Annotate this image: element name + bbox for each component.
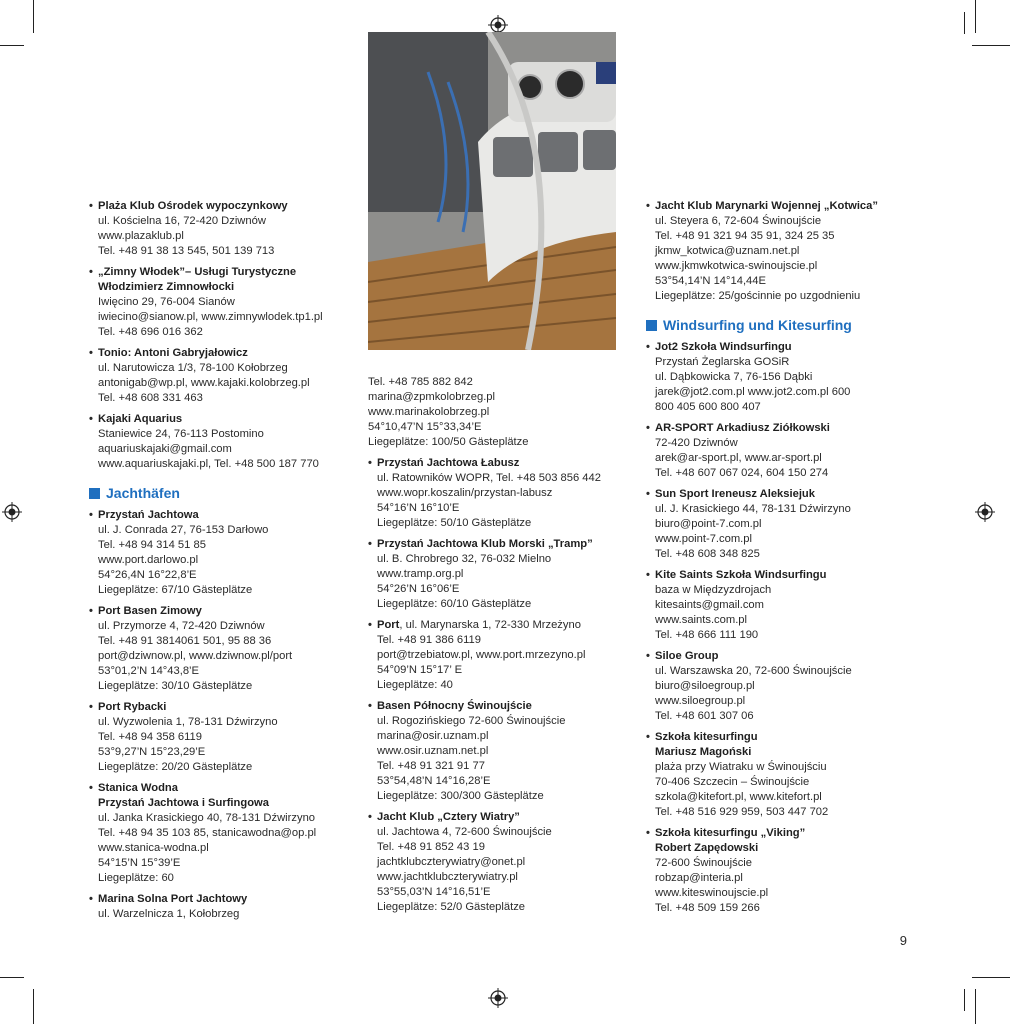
crop-mark (33, 0, 34, 33)
entry-line: 72-600 Świnoujście (655, 857, 753, 869)
entry-line: iwiecino@sianow.pl, www.zimnywlodek.tp1.pl (98, 311, 323, 323)
entry-name (98, 781, 351, 796)
crop-mark (0, 977, 24, 978)
entry-name-bold: Przystań Jachtowa (98, 509, 199, 521)
entry-line: baza w Międzyzdrojach (655, 584, 772, 596)
entry-name-bold: Basen Północny Świnoujście (377, 700, 532, 712)
entry-line: plaża przy Wiatraku w Świnoujściu (655, 761, 827, 773)
list-item (89, 700, 351, 775)
entry-name (377, 537, 618, 552)
col3-bottom-list (646, 340, 908, 916)
list-item (368, 618, 618, 693)
list-item (646, 649, 908, 724)
entry-name (377, 699, 618, 714)
entry-line: www.wopr.koszalin/przystan-labusz (377, 487, 553, 499)
entry-line: 800 405 600 800 407 (655, 401, 761, 413)
list-item (368, 375, 618, 450)
entry-name (655, 568, 908, 583)
entry-line: www.marinakolobrzeg.pl (368, 406, 490, 418)
list-item (89, 265, 351, 340)
list-item (368, 537, 618, 612)
entry-line: Iwięcino 29, 76-004 Sianów (98, 296, 235, 308)
entry-line: Liegeplätze: 300/300 Gästeplätze (377, 790, 544, 802)
crop-mark (975, 0, 976, 33)
entry-name-bold: Marina Solna Port Jachtowy (98, 893, 248, 905)
entry-line: antonigab@wp.pl, www.kajaki.kolobrzeg.pl (98, 377, 310, 389)
registration-mark-icon (975, 502, 995, 522)
entry-line: ul. B. Chrobrego 32, 76-032 Mielno (377, 553, 552, 565)
entry-line: Liegeplätze: 40 (377, 679, 453, 691)
entry-line: 53°01,2’N 14°43,8’E (98, 665, 200, 677)
entry-line: Liegeplätze: 25/gościnnie po uzgodnieniu (655, 290, 861, 302)
entry-line: ul. Wyzwolenia 1, 78-131 Dźwirzyno (98, 716, 278, 728)
entry-line: www.tramp.org.pl (377, 568, 464, 580)
list-item (368, 699, 618, 804)
entry-name-bold: Plaża Klub Ośrodek wypoczynkowy (98, 200, 288, 212)
entry-line: ul. Dąbkowicka 7, 76-156 Dąbki (655, 371, 813, 383)
entry-line: Tel. +48 516 929 959, 503 447 702 (655, 806, 829, 818)
entry-name (98, 265, 351, 280)
entry-name (98, 199, 351, 214)
entry-line: Tel. +48 608 331 463 (98, 392, 203, 404)
entry-line: 54°09’N 15°17’ E (377, 664, 463, 676)
entry-name-bold: Port (377, 619, 400, 631)
entry-line: 53°9,27’N 15°23,29’E (98, 746, 206, 758)
entry-line: ul. Jachtowa 4, 72-600 Świnoujście (377, 826, 552, 838)
entry-line: 54°26’N 16°06’E (377, 583, 460, 595)
entry-line: www.siloegroup.pl (655, 695, 746, 707)
entry-line: biuro@siloegroup.pl (655, 680, 755, 692)
col2-list (368, 456, 618, 915)
entry-line: ul. Warzelnicza 1, Kołobrzeg (98, 908, 240, 920)
crop-mark (33, 989, 34, 1024)
entry-name-bold: Jacht Klub „Cztery Wiatry” (377, 811, 520, 823)
entry-line: aquariuskajaki@gmail.com (98, 443, 232, 455)
entry-line: ul. Przymorze 4, 72-420 Dziwnów (98, 620, 265, 632)
entry-line: www.kiteswinoujscie.pl (655, 887, 769, 899)
list-item (646, 199, 908, 304)
list-item (368, 456, 618, 531)
entry-line: ul. Rogozińskiego 72-600 Świnoujście (377, 715, 566, 727)
entry-name-line2: Włodzimierz Zimnowłocki (98, 281, 235, 293)
entry-line: ul. Warszawska 20, 72-600 Świnoujście (655, 665, 852, 677)
entry-line: Tel. +48 666 111 190 (655, 629, 759, 641)
entry-line: port@dziwnow.pl, www.dziwnow.pl/port (98, 650, 293, 662)
entry-line: Tel. +48 608 348 825 (655, 548, 760, 560)
entry-name (655, 487, 908, 502)
heading-text: Jachthäfen (106, 485, 180, 501)
crop-mark (0, 45, 24, 46)
entry-line: Tel. +48 91 38 13 545, 501 139 713 (98, 245, 275, 257)
entry-name-bold: Kajaki Aquarius (98, 413, 183, 425)
entry-line: ul. J. Conrada 27, 76-153 Darłowo (98, 524, 269, 536)
list-item (89, 892, 351, 922)
entry-line: ul. Ratowników WOPR, Tel. +48 503 856 442 (377, 472, 601, 484)
entry-line: robzap@interia.pl (655, 872, 743, 884)
list-item (89, 412, 351, 472)
entry-line: www.aquariuskajaki.pl, Tel. +48 500 187 770 (98, 458, 319, 470)
entry-line: Tel. +48 94 358 6119 (98, 731, 202, 743)
photo-illustration (368, 32, 616, 350)
entry-name (655, 826, 908, 841)
entry-name-line2: Robert Zapędowski (655, 842, 759, 854)
entry-line: Staniewice 24, 76-113 Postomino (98, 428, 264, 440)
entry-name-bold: Szkoła kitesurfingu (655, 731, 758, 743)
entry-name (98, 412, 351, 427)
entry-line: marina@osir.uznam.pl (377, 730, 489, 742)
entry-name-tail: , ul. Marynarska 1, 72-330 Mrzeżyno (399, 619, 581, 631)
list-item (646, 421, 908, 481)
crop-mark (964, 989, 965, 1011)
entry-line: Tel. +48 94 314 51 85 (98, 539, 206, 551)
entry-name-bold: Stanica Wodna (98, 782, 178, 794)
entry-name (655, 340, 908, 355)
entry-line: ul. Narutowicza 1/3, 78-100 Kołobrzeg (98, 362, 288, 374)
entry-line: www.point-7.com.pl (655, 533, 752, 545)
entry-name-bold: AR-SPORT Arkadiusz Ziółkowski (655, 422, 830, 434)
entry-line: Liegeplätze: 52/0 Gästeplätze (377, 901, 526, 913)
entry-line: ul. Kościelna 16, 72-420 Dziwnów (98, 215, 266, 227)
entry-line: Tel. +48 696 016 362 (98, 326, 203, 338)
entry-name (377, 618, 618, 633)
entry-line: 53°54,14’N 14°14,44E (655, 275, 766, 287)
crop-mark (975, 989, 976, 1024)
section-heading-jachthaefen (89, 484, 351, 502)
list-item (646, 730, 908, 820)
entry-line: ul. Steyera 6, 72-604 Świnoujście (655, 215, 822, 227)
entry-line: 54°16’N 16°10’E (377, 502, 460, 514)
entry-line: 54°26,4N 16°22,8’E (98, 569, 197, 581)
entry-line: Liegeplätze: 67/10 Gästeplätze (98, 584, 253, 596)
crop-mark (972, 45, 1010, 46)
entry-name (655, 421, 908, 436)
list-item (646, 340, 908, 415)
entry-name (655, 730, 908, 745)
yacht-cockpit-photo (368, 32, 616, 350)
entry-line: Tel. +48 91 321 91 77 (377, 760, 485, 772)
entry-line: Tel. +48 91 386 6119 (377, 634, 481, 646)
entry-line: 72-420 Dziwnów (655, 437, 738, 449)
entry-line: Liegeplätze: 60/10 Gästeplätze (377, 598, 532, 610)
entry-line: www.stanica-wodna.pl (98, 842, 209, 854)
entry-name-bold: Sun Sport Ireneusz Aleksiejuk (655, 488, 815, 500)
entry-name-bold: „Zimny Włodek”– Usługi Turystyczne (98, 266, 297, 278)
entry-name-bold: Szkoła kitesurfingu „Viking” (655, 827, 806, 839)
entry-name-bold: Siloe Group (655, 650, 719, 662)
entry-name (377, 810, 618, 825)
entry-line: www.plazaklub.pl (98, 230, 184, 242)
entry-line: Tel. +48 601 307 06 (655, 710, 754, 722)
entry-name (655, 649, 908, 664)
entry-line: Tel. +48 94 35 103 85, stanicawodna@op.pl (98, 827, 317, 839)
entry-name-bold: Przystań Jachtowa Łabusz (377, 457, 520, 469)
entry-line: 54°15’N 15°39’E (98, 857, 181, 869)
entry-line: 53°54,48’N 14°16,28’E (377, 775, 491, 787)
entry-name-line2: Przystań Jachtowa i Surfingowa (98, 797, 269, 809)
column-2 (368, 375, 618, 921)
entry-line: jkmw_kotwica@uznam.net.pl (655, 245, 800, 257)
entry-line: port@trzebiatow.pl, www.port.mrzezyno.pl (377, 649, 586, 661)
entry-line: Tel. +48 91 852 43 19 (377, 841, 485, 853)
entry-line: www.osir.uznam.net.pl (377, 745, 489, 757)
entry-line: 54°10,47’N 15°33,34’E (368, 421, 482, 433)
heading-text: Windsurfing und Kitesurfing (663, 317, 852, 333)
list-item (646, 568, 908, 643)
registration-mark-icon (2, 502, 22, 522)
col1-bottom-list (89, 508, 351, 922)
column-3 (646, 199, 908, 922)
section-heading-windsurfing (646, 316, 908, 334)
entry-line: Liegeplätze: 20/20 Gästeplätze (98, 761, 253, 773)
registration-mark-icon (488, 988, 508, 1008)
entry-line: jachtklubczterywiatry@onet.pl (377, 856, 526, 868)
list-item (89, 604, 351, 694)
entry-line: 53°55,03’N 14°16,51’E (377, 886, 491, 898)
entry-line: Tel. +48 607 067 024, 604 150 274 (655, 467, 829, 479)
col3-top-list (646, 199, 908, 304)
entry-name (655, 199, 908, 214)
entry-line: ul. Janka Krasickiego 40, 78-131 Dźwirzyno (98, 812, 316, 824)
entry-name-bold: Tonio: Antoni Gabryjałowicz (98, 347, 248, 359)
entry-line: www.port.darlowo.pl (98, 554, 199, 566)
entry-line: ul. J. Krasickiego 44, 78-131 Dźwirzyno (655, 503, 851, 515)
entry-name-bold: Port Basen Zimowy (98, 605, 202, 617)
entry-name (377, 456, 618, 471)
entry-name-line2: Mariusz Magoński (655, 746, 752, 758)
entry-line: Tel. +48 91 321 94 35 91, 324 25 35 (655, 230, 835, 242)
page-number: 9 (899, 933, 907, 948)
entry-line: szkola@kitefort.pl, www.kitefort.pl (655, 791, 822, 803)
entry-name (98, 604, 351, 619)
entry-line: Liegeplätze: 30/10 Gästeplätze (98, 680, 253, 692)
column-1 (89, 199, 351, 928)
entry-name-bold: Jot2 Szkoła Windsurfingu (655, 341, 792, 353)
list-item (89, 781, 351, 886)
list-item (368, 810, 618, 915)
entry-line: jarek@jot2.com.pl www.jot2.com.pl 600 (655, 386, 851, 398)
entry-line: Liegeplätze: 100/50 Gästeplätze (368, 436, 529, 448)
entry-line: www.saints.com.pl (655, 614, 748, 626)
entry-line: Liegeplätze: 60 (98, 872, 174, 884)
list-item (89, 508, 351, 598)
heading-square-icon (89, 488, 100, 499)
entry-line: marina@zpmkolobrzeg.pl (368, 391, 496, 403)
entry-line: 70-406 Szczecin – Świnoujście (655, 776, 810, 788)
list-item (646, 487, 908, 562)
list-item (89, 199, 351, 259)
heading-square-icon (646, 320, 657, 331)
entry-name (98, 892, 351, 907)
entry-name-bold: Przystań Jachtowa Klub Morski „Tramp” (377, 538, 593, 550)
entry-line: arek@ar-sport.pl, www.ar-sport.pl (655, 452, 822, 464)
entry-line: Liegeplätze: 50/10 Gästeplätze (377, 517, 532, 529)
entry-line: Tel. +48 785 882 842 (368, 376, 473, 388)
crop-mark (972, 977, 1010, 978)
entry-line: Tel. +48 509 159 266 (655, 902, 760, 914)
crop-mark (964, 12, 965, 34)
entry-line: Tel. +48 91 3814061 501, 95 88 36 (98, 635, 272, 647)
entry-line: www.jkmwkotwica-swinoujscie.pl (655, 260, 818, 272)
entry-line: kitesaints@gmail.com (655, 599, 764, 611)
list-item (89, 346, 351, 406)
entry-name-bold: Jacht Klub Marynarki Wojennej „Kotwica” (655, 200, 878, 212)
entry-name (98, 700, 351, 715)
entry-line: www.jachtklubczterywiatry.pl (377, 871, 518, 883)
entry-line: biuro@point-7.com.pl (655, 518, 762, 530)
entry-name-bold: Kite Saints Szkoła Windsurfingu (655, 569, 827, 581)
entry-name (98, 346, 351, 361)
entry-name (98, 508, 351, 523)
entry-name-bold: Port Rybacki (98, 701, 167, 713)
col1-top-list (89, 199, 351, 472)
entry-line: Przystań Żeglarska GOSiR (655, 356, 790, 368)
list-item (646, 826, 908, 916)
